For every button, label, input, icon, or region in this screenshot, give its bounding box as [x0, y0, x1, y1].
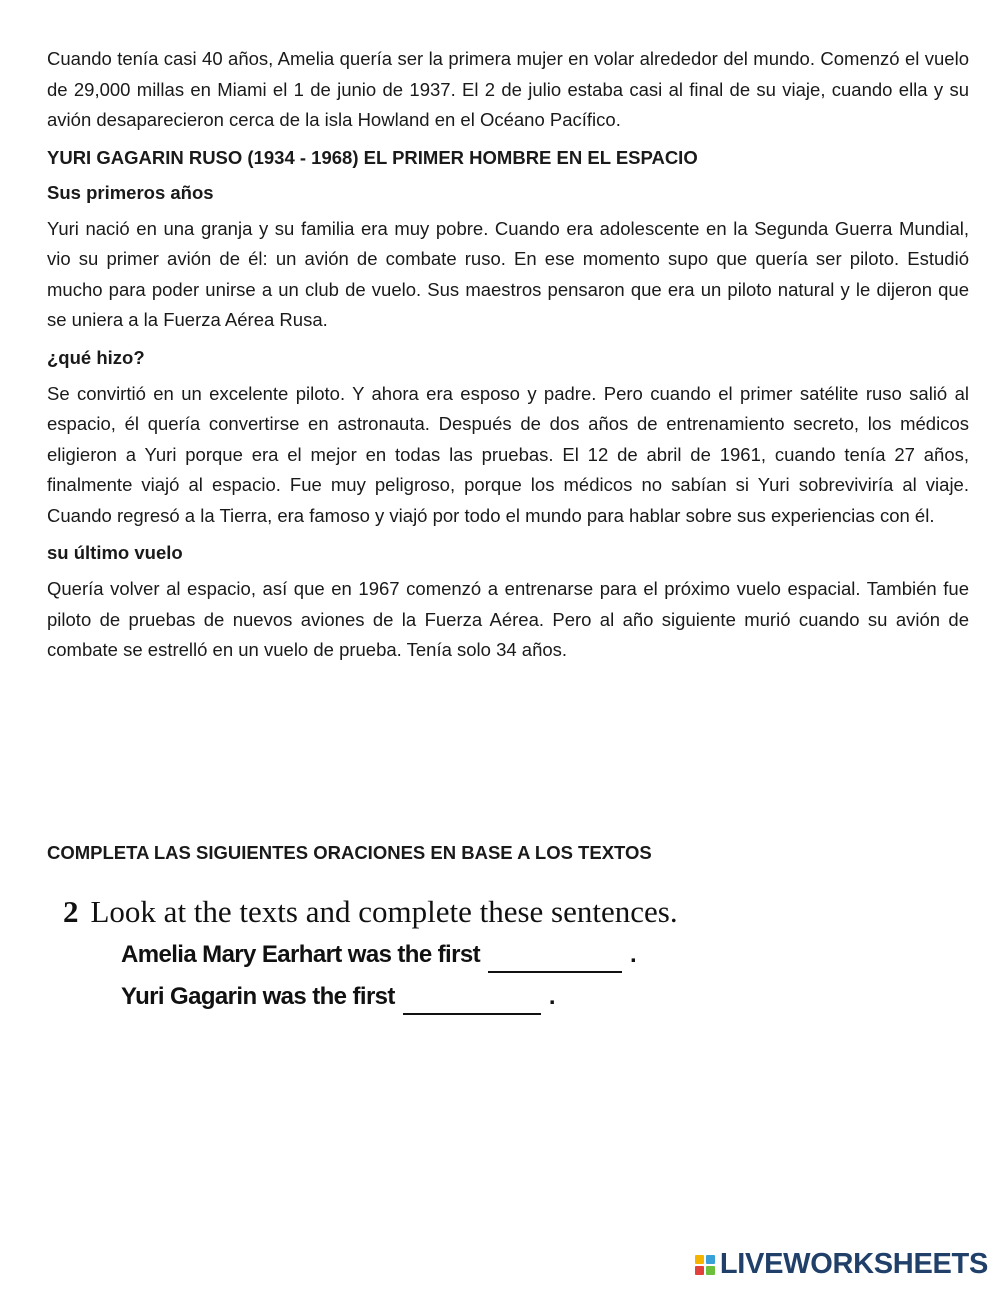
early-years-paragraph: Yuri nació en una granja y su familia era muy pobre. Cuando era adolescente en la Segunda Guerra Mundial, vio su primer avión de él: un avión de combate ruso. En ese momento supo que quería ser piloto. Estudió mucho para poder unirse a un club de vuelo. Sus maestros pensaron que era un piloto natural y le dijeron que se uniera a la Fuerza Aérea Rusa. — [47, 217, 969, 330]
sentence-amelia-prefix: Amelia Mary Earhart was the first — [121, 941, 481, 968]
what-he-did-heading: ¿qué hizo? — [47, 346, 145, 368]
early-years-heading: Sus primeros años — [47, 181, 214, 203]
exercise-title-text: Look at the texts and complete these sentences. — [90, 894, 678, 929]
liveworksheets-logo — [695, 1248, 988, 1281]
logo-square-yellow — [695, 1255, 704, 1264]
logo-square-red — [695, 1266, 704, 1275]
sentence-yuri — [121, 976, 863, 1018]
last-flight-paragraph: Quería volver al espacio, así que en 1967 comenzó a entrenarse para el próximo vuelo espacial. También fue piloto de pruebas de nuevos aviones de la Fuerza Aérea. Pero al año siguiente murió cuando su avión de combate se estrelló en un vuelo de prueba. Tenía solo 34 años. — [47, 578, 969, 660]
exercise-instruction: COMPLETA LAS SIGUIENTES ORACIONES EN BASE A LOS TEXTOS — [47, 842, 652, 863]
exercise-block — [63, 890, 863, 1018]
answer-input-amelia[interactable] — [488, 943, 622, 973]
amelia-paragraph: Cuando tenía casi 40 años, Amelia quería ser la primera mujer en volar alrededor del mundo. Comenzó el vuelo de 29,000 millas en Miami el 1 de junio de 1937. El 2 de julio estaba casi al final de su viaje, cuando ella y su avión desaparecieron cerca de la isla Howland en el Océano Pacífico. — [47, 48, 969, 130]
exercise-number: 2 — [63, 894, 79, 929]
what-he-did-paragraph: Se convirtió en un excelente piloto. Y ahora era esposo y padre. Pero cuando el primer satélite ruso salió al espacio, él quería convertirse en astronauta. Después de dos años de entrenamiento secreto, los médicos eligieron a Yuri porque era el mejor en todas las pruebas. El 12 de abril de 1961, cuando tenía 27 años, finalmente viajó al espacio. Fue muy peligroso, porque los médicos no sabían si Yuri sobreviviría al viaje. Cuando regresó a la Tierra, era famoso y viajó por todo el mundo para hablar sobre sus experiencias con él. — [47, 382, 969, 526]
sentence-yuri-prefix: Yuri Gagarin was the first — [121, 983, 395, 1010]
sentence-yuri-suffix: . — [548, 983, 555, 1010]
logo-square-green — [706, 1266, 715, 1275]
logo-text: LIVEWORKSHEETS — [719, 1248, 988, 1280]
reading-text — [47, 44, 969, 666]
last-flight-heading: su último vuelo — [47, 542, 183, 563]
sentence-amelia — [121, 934, 863, 976]
exercise-title — [63, 890, 863, 934]
yuri-heading: YURI GAGARIN RUSO (1934 - 1968) EL PRIMER HOMBRE EN EL ESPACIO — [47, 146, 698, 168]
logo-square-blue — [706, 1255, 715, 1264]
sentence-amelia-suffix: . — [630, 941, 637, 968]
answer-input-yuri[interactable] — [403, 985, 541, 1015]
logo-mark-icon — [695, 1255, 715, 1275]
